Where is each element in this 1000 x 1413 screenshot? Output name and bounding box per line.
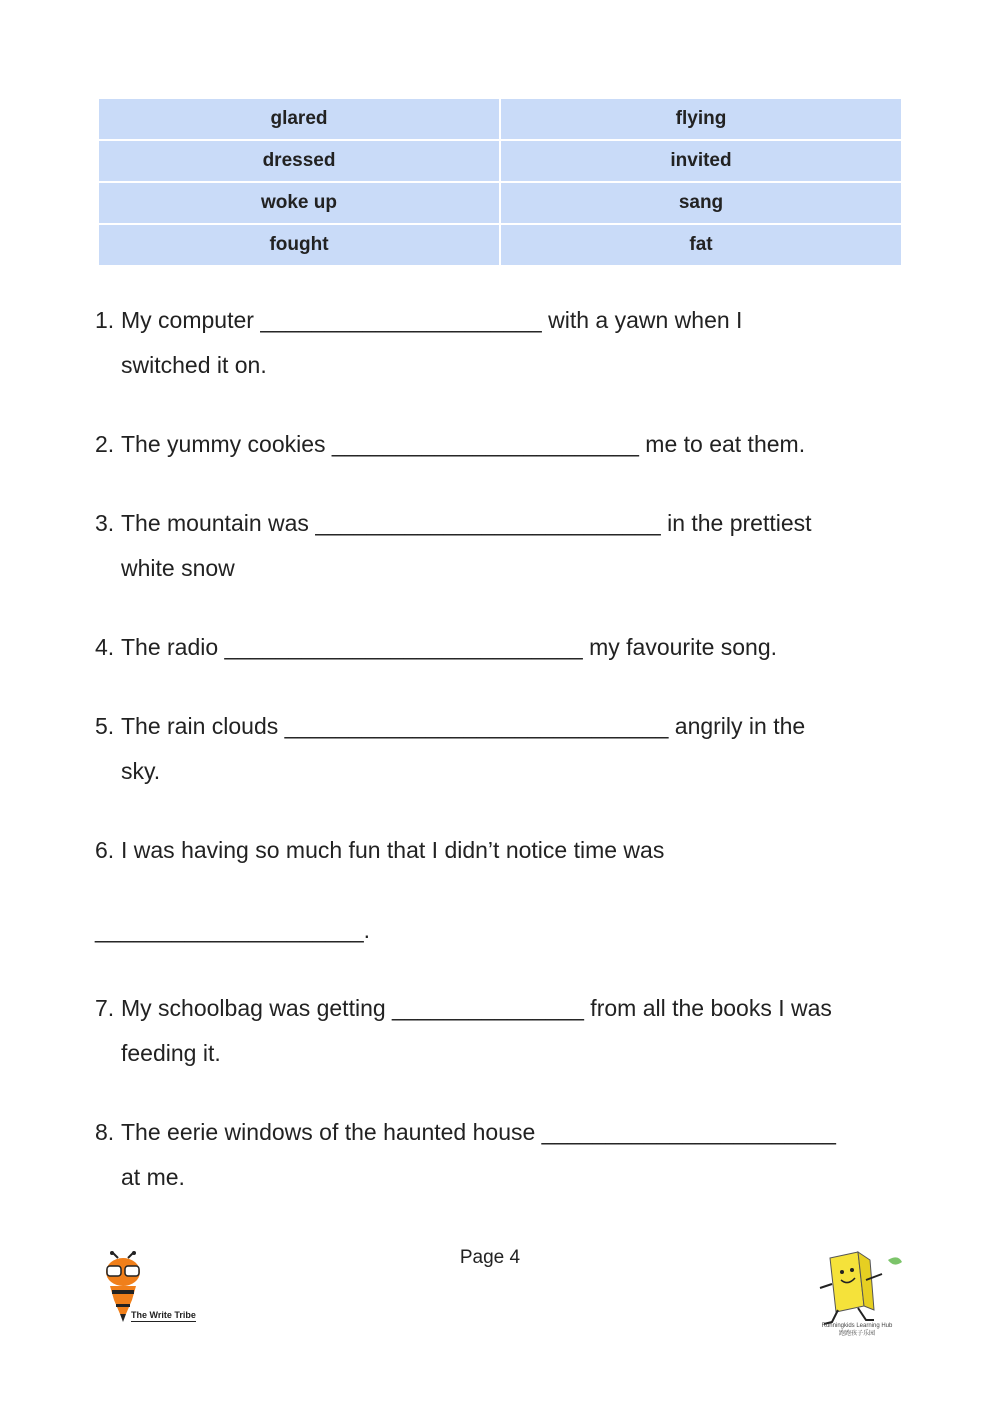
- word-cell: flying: [500, 98, 902, 140]
- question-7: [95, 986, 915, 1076]
- word-cell: sang: [500, 182, 902, 224]
- question-number: 6.: [95, 837, 115, 863]
- question-1: [95, 298, 915, 388]
- question-text-continued: feeding it.: [121, 1040, 221, 1066]
- runningkids-text: [812, 1322, 902, 1338]
- question-text: The mountain was ___________________________ in the prettiest: [121, 510, 812, 536]
- question-2: [95, 422, 915, 467]
- question-number: 8.: [95, 1119, 115, 1145]
- question-6-answer-line: [95, 908, 915, 953]
- word-cell: invited: [500, 140, 902, 182]
- question-number: 4.: [95, 634, 115, 660]
- question-number: 7.: [95, 995, 115, 1021]
- question-3: [95, 501, 915, 591]
- question-8: [95, 1110, 915, 1200]
- question-text: I was having so much fun that I didn’t notice time was: [121, 837, 665, 863]
- word-cell: woke up: [98, 182, 500, 224]
- question-text: My computer ______________________ with a yawn when I: [121, 307, 743, 333]
- table-row: [98, 224, 902, 266]
- question-text-continued: sky.: [121, 758, 161, 784]
- question-6: [95, 828, 915, 873]
- question-text: The rain clouds ______________________________ angrily in the: [121, 713, 806, 739]
- word-bank-table: [97, 97, 903, 267]
- question-text-continued: white snow: [121, 555, 235, 581]
- question-number: 1.: [95, 307, 115, 333]
- word-cell: glared: [98, 98, 500, 140]
- write-tribe-text: The Write Tribe: [131, 1310, 196, 1320]
- page-number: Page 4: [459, 1247, 521, 1268]
- question-number: 5.: [95, 713, 115, 739]
- table-row: [98, 140, 902, 182]
- question-text: The eerie windows of the haunted house _______________________: [121, 1119, 836, 1145]
- table-row: [98, 98, 902, 140]
- question-text: My schoolbag was getting _______________ from all the books I was: [121, 995, 832, 1021]
- question-4: [95, 625, 915, 670]
- question-number: 3.: [95, 510, 115, 536]
- question-text: The yummy cookies ________________________ me to eat them.: [121, 431, 806, 457]
- question-text-continued: switched it on.: [121, 352, 267, 378]
- question-text-continued: at me.: [121, 1164, 185, 1190]
- question-text: The radio ____________________________ my favourite song.: [121, 634, 778, 660]
- question-5: [95, 704, 915, 794]
- runningkids-name: Runningkids Learning Hub: [821, 1323, 893, 1329]
- word-cell: fought: [98, 224, 500, 266]
- question-number: 2.: [95, 431, 115, 457]
- answer-blank: _____________________.: [95, 917, 371, 943]
- word-cell: dressed: [98, 140, 500, 182]
- runningkids-subtext: 跑跑孩子乐园: [838, 1331, 875, 1337]
- table-row: [98, 182, 902, 224]
- word-cell: fat: [500, 224, 902, 266]
